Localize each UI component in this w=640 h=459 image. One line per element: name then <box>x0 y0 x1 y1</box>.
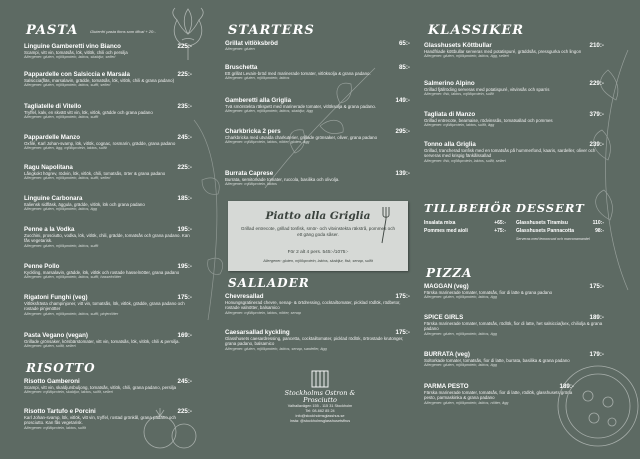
menu-item-charkbricka <box>225 128 410 145</box>
item-name: Pappardelle Manzo <box>24 134 81 141</box>
item-price: 139:- <box>395 170 410 177</box>
item-price: 98:- <box>595 228 604 234</box>
item-description: Tryffel, kalv, en skvätt vitt vin, lök, vitlök, grädde och grana padano <box>24 110 153 115</box>
menu-item-salmerino-alpino <box>424 80 604 97</box>
item-allergen: Allergener: gluten, mjölkprotein, laktos, ägg, selleri <box>424 54 509 59</box>
bowl-illustration-icon <box>188 110 230 330</box>
special-dish-card <box>228 201 408 271</box>
menu-item-pizza-maggan <box>424 283 604 300</box>
item-allergen: Allergener: gluten, mjölkprotein, laktos, nötter, ägg <box>424 400 509 405</box>
item-name: Grillat vitlöksbröd <box>225 40 278 47</box>
menu-item-tonno-griglia <box>424 141 604 164</box>
item-allergen: Allergener: gluten, mjölkprotein, laktos, skaldjur, selleri <box>24 55 116 60</box>
item-description: Kyckling, marsalavin, grädde, lök, vitlök och rostade hasselnötter, grana padano <box>24 270 180 275</box>
item-price: 179:- <box>589 351 604 358</box>
pasta-heading: PASTA <box>26 23 79 38</box>
item-description: Zucchini, prosciutto, vodka, lök, vitlök, chili, grädde, tomatsås och grana padano. Kan fås vegetarisk. <box>24 233 190 244</box>
menu-item-pizza-spice-girls <box>424 314 604 337</box>
item-price: 185:- <box>177 195 192 202</box>
menu-item-pizza-burrata <box>424 351 604 368</box>
menu-item-rigatoni-funghi <box>24 294 192 317</box>
item-price: +75:- <box>494 228 506 234</box>
item-price: 225:- <box>177 408 192 415</box>
menu-item-gamberetti-griglia <box>225 97 410 114</box>
address-text: Valhallavägen 155 - 115 31 Stockholm <box>287 404 353 408</box>
phone-text: Tel: 08-662 85 24 <box>305 409 335 413</box>
item-allergen: Allergener: gluten, sulfit, selleri <box>24 344 76 349</box>
side-item-pommes <box>424 228 506 234</box>
item-price: 175:- <box>177 294 192 301</box>
item-name: Tagliata di Manzo <box>424 111 476 118</box>
item-price: 225:- <box>177 43 192 50</box>
item-name: Glasshusets Pannacotta <box>516 228 575 234</box>
item-name: Gamberetti alla Griglia <box>225 97 292 104</box>
item-allergen: Allergener: gluten, mjölkprotein, laktos, sulfit, selleri <box>24 83 111 88</box>
item-description: Glasshusets caesardressing, pancetta, cocktailtomater, picklad rödlök, örtrostade krutonger, grana padano, balsamico <box>225 336 404 347</box>
item-allergen: Allergener: gluten, mjölkprotein, laktos, sulfit, hasselnötter <box>24 275 122 280</box>
item-allergen: Allergener: mjölkprotein, laktos, nötter, gluten, ägg <box>225 140 310 145</box>
item-allergen: Allergener: gluten <box>225 47 255 51</box>
item-name: SPICE GIRLS <box>424 314 464 321</box>
special-description: Grillad entrecote, grillad tonfisk, smör- och vitvinstekta räkstrå, pommes och ett gäng goda såser. <box>240 226 396 237</box>
item-description: Burrata, semitorkade tomater, ruccola, basilika och olivolja. <box>225 177 340 182</box>
item-name: Pappardelle con Salsiccia e Marsala <box>24 71 130 78</box>
item-price: 239:- <box>589 141 604 148</box>
item-allergen: Allergener: gluten, ägg, mjölkprotein, laktos, sulfit <box>24 146 107 151</box>
item-description: Honungsgratinerad chevre, senap- & örtdressing, cocktailtomater, picklad rödlök, rödbetor, rostade valnötter, balsamico <box>225 300 401 311</box>
item-name: Risotto Tartufo e Porcini <box>24 408 96 415</box>
item-name: Tonno alla Griglia <box>424 141 476 148</box>
menu-item-penne-pollo <box>24 263 192 280</box>
instagram-link[interactable]: Insta: @stockholmsglasshusetsfhus <box>289 419 351 423</box>
item-description: Ett grillat Levain-bröd med marinerade tomater, vitlöksolja & grana padano. <box>225 71 371 76</box>
item-description: Salsiccia(fläs, marsalavin, grädde, tomatsås, lök, vitlök, chili & grana padano) <box>24 78 175 83</box>
dessert-heading: DESSERT <box>516 201 585 215</box>
item-price: 295:- <box>395 128 410 135</box>
item-description: Soltorkade tomater, tomatsås, fior di latte, burrata, basilika & grana padano <box>424 358 570 363</box>
item-name: Bruschetta <box>225 64 258 71</box>
menu-item-ragu-napolitana <box>24 164 192 181</box>
dessert-note: Serveras med lemoncurd och marconamandel <box>516 237 590 241</box>
item-name: Linguine Carbonara <box>24 195 83 202</box>
menu-item-caesarsallad <box>225 329 410 352</box>
item-allergen: Allergener: gluten, mjölkprotein, laktos, sulfit, selleri <box>24 176 111 181</box>
menu-item-chevresallad <box>225 293 410 316</box>
item-description: Grillad fjällröding serveras med potatispuré, vitvinsås och sparris <box>424 87 550 92</box>
item-name: Linguine Gamberetti vino Bianco <box>24 43 121 50</box>
item-name: Caesarsallad kyckling <box>225 329 290 336</box>
item-name: Pommes med aioli <box>424 228 468 234</box>
item-allergen: Allergener: mjölkprotein, laktos, nötter, senap <box>225 310 301 315</box>
item-name: Burrata Caprese <box>225 170 274 177</box>
item-name: Chevresallad <box>225 293 264 300</box>
item-price: 65:- <box>398 40 410 47</box>
menu-item-tagliatelle-vitello <box>24 103 192 120</box>
gluten-note: Glutenfri pasta finns som tillval + 20:- <box>90 29 156 34</box>
item-price: 229:- <box>589 80 604 87</box>
menu-item-pizza-parma-pesto <box>424 383 574 406</box>
risotto-heading: RISOTTO <box>26 361 96 375</box>
item-price: 189:- <box>559 383 574 390</box>
item-name: PARMA PESTO <box>424 383 469 390</box>
item-description: Handfriade köttbullar serveras med potatispuré, gräddsås, pressgurka och lingon <box>424 49 582 54</box>
item-price: 195:- <box>177 226 192 233</box>
glasshouse-logo-icon <box>309 368 331 390</box>
item-name: Charkbricka 2 pers <box>225 128 281 135</box>
item-description: Färska marinerade tomater, tomatsås, fior di latte & grana padano <box>424 290 553 295</box>
klassiker-heading: KLASSIKER <box>428 23 525 38</box>
item-allergen: Allergener: mjölkprotein, laktos <box>225 182 277 187</box>
pizza-heading: PIZZA <box>426 266 473 280</box>
menu-item-linguine-carbonara <box>24 195 192 212</box>
menu-item-vitloksbrod <box>225 40 410 52</box>
item-allergen: Allergener: fisk, mjölkprotein, laktos, sulfit, selleri <box>424 158 506 163</box>
item-name: Penne a la Vodka <box>24 226 75 233</box>
item-price: 210:- <box>589 42 604 49</box>
special-title: Piatto alla Griglia <box>265 210 371 222</box>
item-description: Charkbricka med utvalda charkuterier, grillade grönsaker, oliver, grana padano <box>225 135 378 140</box>
item-allergen: Allergener: gluten, mjölkprotein, laktos, sulfit, pinjenötter <box>24 311 119 316</box>
item-price: 245:- <box>177 378 192 385</box>
item-price: 379:- <box>589 111 604 118</box>
item-price: 175:- <box>395 329 410 336</box>
item-price: 245:- <box>177 134 192 141</box>
item-name: Glasshusets Köttbullar <box>424 42 492 49</box>
item-price: 149:- <box>395 97 410 104</box>
item-description: Färska marinerade tomater, tomatsås, fior di latte, rödlök, glasshusets gröna pesto, parmaskinka & grana padano <box>424 390 573 401</box>
item-description: Scampi, vitt vin, tomatsås, lök, vitlök, chili och persilja <box>24 50 128 55</box>
item-price: +65:- <box>494 220 506 226</box>
sallader-heading: SALLADER <box>228 276 310 290</box>
item-allergen: Allergener: gluten, mjölkprotein, laktos, sulfit <box>24 243 99 248</box>
menu-item-kottbullar <box>424 42 604 59</box>
item-name: Ragu Napolitana <box>24 164 73 171</box>
menu-item-pasta-vegano <box>24 332 192 349</box>
item-allergen: Allergener: mjölkprotein, laktos, sulfit <box>24 425 86 430</box>
menu-item-burrata-caprese <box>225 170 410 187</box>
side-item-insalata <box>424 220 506 226</box>
menu-item-risotto-tartufo <box>24 408 192 431</box>
item-description: Vitlöksfrästa champinjoner, vitt vin, tomatsås, lök, vitlök, grädde, grana padano och rostade pinjenötter <box>24 301 185 312</box>
item-name: Rigatoni Funghi (veg) <box>24 294 88 301</box>
menu-item-pappardelle-salsiccia <box>24 71 192 88</box>
item-allergen: Allergener: gluten, mjölkprotein, laktos, senap, sardeller, ägg <box>225 346 327 351</box>
item-price: 110:- <box>592 220 604 226</box>
item-description: Långkokt högrev, rödvin, lök, vitlök, chili, tomatsås, örter & grana padano <box>24 171 166 176</box>
item-price: 169:- <box>177 332 192 339</box>
item-price: 175:- <box>589 283 604 290</box>
item-name: Pasta Vegano (vegan) <box>24 332 88 339</box>
item-name: Tagliatelle di Vitello <box>24 103 82 110</box>
item-description: Karl Johan-svamp, lök, vitlök, vitt vin, tryffel, rostad grönkål, grana padano och prosciutto. Kan fås vegetarisk. <box>24 415 176 426</box>
item-description: Scampi, vitt vin, skaldjursbuljong, tomatsås, vitlök, chili, grana padano, persilja <box>24 385 177 390</box>
item-allergen: Allergener: gluten, mjölkprotein, laktos, sulfit <box>24 115 99 120</box>
tillbehor-heading: TILLBEHÖR <box>424 201 513 215</box>
menu-item-penne-vodka <box>24 226 192 249</box>
item-description: Grillade grönsaker, körsbärstomater, vitt vin, tomatsås, lök, vitlök, chili & persilja. <box>24 339 180 344</box>
item-allergen: Allergener: mjölkprotein, skaldjur, laktos, sulfit, selleri <box>24 390 113 395</box>
item-allergen: Allergener: gluten, mjölkprotein, laktos, ägg <box>424 331 497 336</box>
item-allergen: Allergener: gluten, mjölkprotein, laktos <box>225 76 290 81</box>
item-name: Salmerino Alpino <box>424 80 475 87</box>
item-allergen: Allergener: gluten, mjölkprotein, laktos, ägg <box>24 207 97 212</box>
item-allergen: Allergener: gluten, mjölkprotein, laktos, ägg <box>424 295 497 300</box>
item-price: 85:- <box>398 64 410 71</box>
brand-name: Stockholms Ostron & Prosciutto <box>284 389 356 404</box>
item-price: 195:- <box>177 263 192 270</box>
item-allergen: Allergener: fisk, laktos, mjölkprotein, sulfit <box>424 92 494 97</box>
item-description: Tvä smörstekta räkspett med marinerade tomater, vitlöksolja & grana padano. <box>225 104 377 109</box>
item-price: 225:- <box>177 71 192 78</box>
menu-item-linguine-gamberetti <box>24 43 192 60</box>
special-allergen: Allergener: gluten, mjölkprotein, laktos, skaldjur, fisk, senap, sulfit <box>263 259 373 263</box>
item-name: Insalata mixa <box>424 220 456 226</box>
menu-item-bruschetta <box>225 64 410 81</box>
menu-item-risotto-gamberoni <box>24 378 192 395</box>
right-column <box>424 0 604 459</box>
menu-item-tagliata-manzo <box>424 111 604 128</box>
starters-heading: STARTERS <box>228 23 315 38</box>
item-description: Färska marinerade tomater, tomatsås, rödlök, fior di latte, het salsiccia(kex, chiliolja & grana padano <box>424 321 603 332</box>
item-description: Oxfilé, Karl Johan-svamp, lök, vitlök, cognac, rosmarin, grädde, grana padano <box>24 141 176 146</box>
item-name: Glasshusets Tiramisu <box>516 220 568 226</box>
item-allergen: Allergener: gluten, mjölkprotein, laktos, ägg <box>424 363 497 368</box>
item-name: BURRATA (veg) <box>424 351 470 358</box>
item-price: 225:- <box>177 164 192 171</box>
menu-item-pappardelle-manzo <box>24 134 192 151</box>
dessert-item-tiramisu <box>516 220 604 226</box>
left-column <box>24 0 192 459</box>
item-name: MAGGAN (veg) <box>424 283 469 290</box>
special-price: För 2 alt 4 pers. 545:-/1075:- <box>287 250 349 255</box>
item-price: 235:- <box>177 103 192 110</box>
item-description: Grillad, trancherad tonfisk med en tomatsås på hummerfond, kaaris, sardeller, oliver och serveras med krispig fänkålssallad <box>424 148 596 159</box>
email-link[interactable]: info@stockholmsglasshus.se <box>295 414 345 418</box>
item-price: 175:- <box>395 293 410 300</box>
item-name: Risotto Gamberoni <box>24 378 80 385</box>
restaurant-logo <box>270 368 370 458</box>
item-allergen: Allergener: gluten, mjölkprotein, laktos, skaldjur, ägg <box>225 109 313 114</box>
item-allergen: Allergener: mjölkprotein, laktos, sulfit, ägg <box>424 123 495 128</box>
item-description: Grillad entrecote, bearnaise, rödvinssås, tomatsallad och pommes <box>424 118 553 123</box>
item-price: 189:- <box>589 314 604 321</box>
item-name: Penne Pollo <box>24 263 60 270</box>
item-description: Italiensk sidfläsk, äggula, grädde, vitlök, lök och grana padano <box>24 202 145 207</box>
dessert-item-pannacotta <box>516 228 604 234</box>
